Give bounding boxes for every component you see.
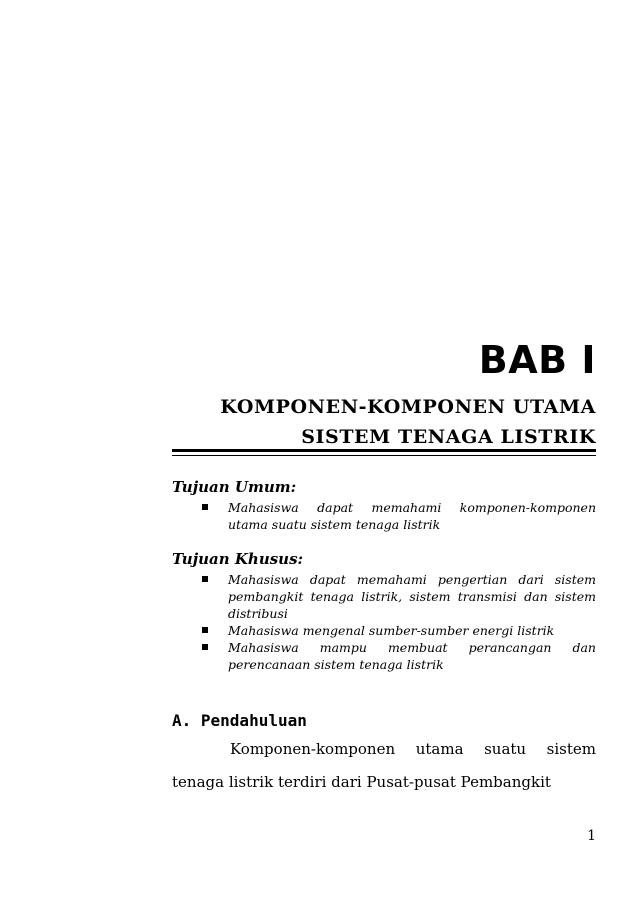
bullet-square-icon [202, 576, 208, 582]
tujuan-khusus-list [200, 571, 596, 673]
list-item: Mahasiswa dapat memahami komponen-komponen utama suatu sistem tenaga listrik [200, 499, 596, 533]
chapter-number: BAB I [478, 338, 596, 382]
list-item: Mahasiswa mampu membuat perancangan dan perencanaan sistem tenaga listrik [200, 639, 596, 673]
bullet-square-icon [202, 504, 208, 510]
chapter-title-line-2: SISTEM TENAGA LISTRIK [301, 426, 596, 448]
section-a-heading: A. Pendahuluan [172, 711, 307, 730]
bullet-square-icon [202, 627, 208, 633]
tujuan-khusus-heading: Tujuan Khusus: [172, 550, 304, 568]
page-number: 1 [587, 828, 596, 844]
bullet-square-icon [202, 644, 208, 650]
intro-paragraph: Komponen-komponen utama suatu sistem tenaga listrik terdiri dari Pusat-pusat Pembangkit [172, 740, 596, 791]
tujuan-umum-heading: Tujuan Umum: [172, 478, 297, 496]
list-item: Mahasiswa mengenal sumber-sumber energi listrik [200, 622, 596, 639]
title-rule-thick [172, 449, 596, 452]
chapter-title-line-1: KOMPONEN-KOMPONEN UTAMA [220, 396, 596, 418]
title-rule-thin [172, 455, 596, 456]
list-item: Mahasiswa dapat memahami pengertian dari sistem pembangkit tenaga listrik, sistem transmisi dan sistem distribusi [200, 571, 596, 622]
tujuan-umum-list [200, 499, 596, 533]
